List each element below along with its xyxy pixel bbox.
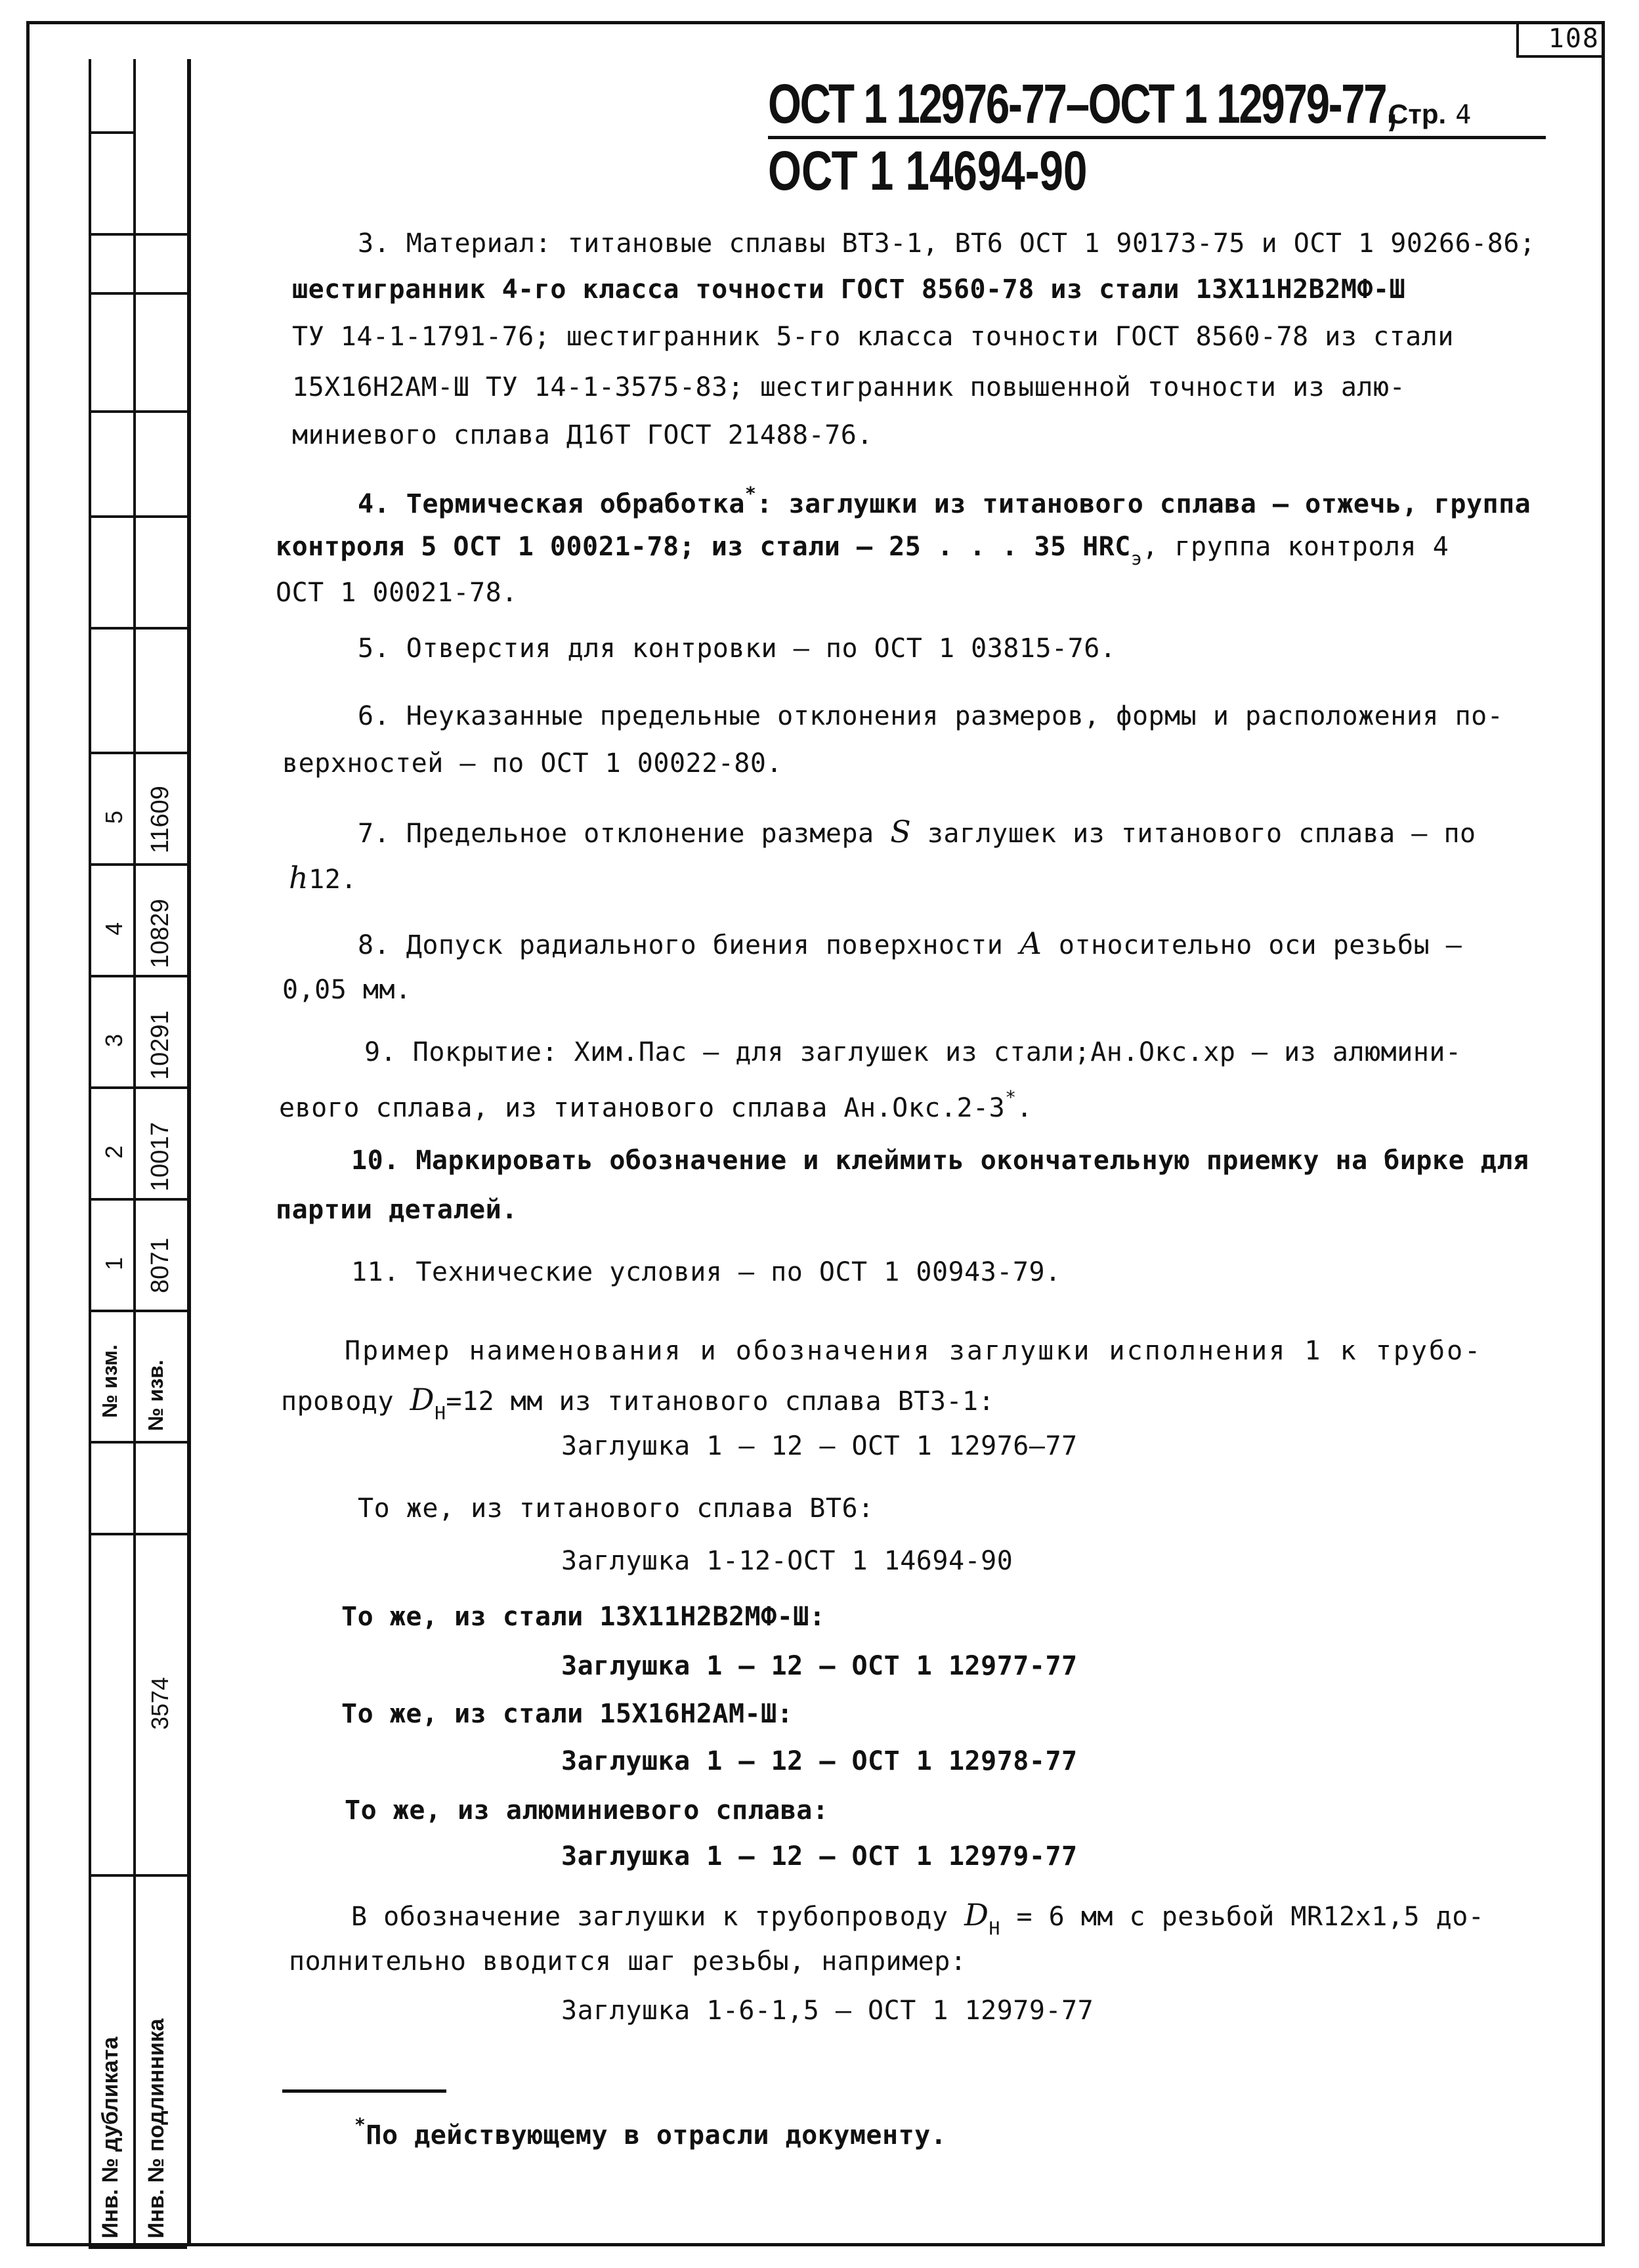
item-4-line3: ОСТ 1 00021-78. [276, 578, 518, 608]
item-4-footnote-mark: * [744, 482, 757, 504]
inv-dublikat-label: Инв. № дубликата [98, 2036, 123, 2238]
izm-label: № изм. [98, 1344, 121, 1418]
item-8-line1b: относительно оси резьбы – [1058, 930, 1462, 960]
footnote-rule [282, 2089, 446, 2093]
example-text-3: То же, из стали 13Х11Н2В2МФ-Ш: [341, 1602, 826, 1632]
item-9-line2 [279, 1086, 1032, 1123]
podlinnik-number: 3574 [146, 1677, 173, 1730]
strip-border-left [89, 59, 91, 2246]
item-7-line1b: заглушек из титанового сплава – по [927, 819, 1476, 849]
item-7-line1 [358, 814, 1476, 849]
strip-line [89, 863, 187, 866]
example-text-2: То же, из титанового сплава ВТ6: [358, 1493, 874, 1524]
side-strip [89, 59, 187, 2246]
strip-line [89, 515, 187, 518]
strip-divider [133, 59, 136, 2246]
footnote-mark: * [354, 2114, 366, 2135]
item-4-hrc-sub: э [1130, 547, 1143, 569]
strip-line [89, 233, 187, 236]
strip-line [89, 1086, 187, 1089]
izv-label: № изв. [144, 1359, 167, 1431]
izv-4: 10829 [146, 899, 174, 968]
item-9-line1: 9. Покрытие: Хим.Пас – для заглушек из стали;Ан.Окс.хр – из алюмини- [364, 1037, 1462, 1067]
item-4-line1 [358, 482, 1531, 519]
item-10-line1: 10. Маркировать обозначение и клеймить окончательную приемку на бирке для [351, 1145, 1529, 1176]
izv-3: 10291 [146, 1010, 174, 1080]
strip-line [89, 410, 187, 413]
example-l2a: проводу [281, 1386, 394, 1417]
item-7-line2 [289, 860, 357, 895]
example-text-6-line2: полнительно вводится шаг резьбы, например: [289, 1946, 967, 1977]
example-designation-2: Заглушка 1-12-ОСТ 1 14694-90 [561, 1546, 1013, 1576]
strip-line [89, 131, 133, 134]
item-4-line2 [276, 532, 1449, 569]
footnote-text: По действующему в отрасли документу. [366, 2120, 947, 2150]
item-4-line2b: , группа контроля 4 [1142, 532, 1449, 562]
example-l2b: =12 мм из титанового сплава ВТ3-1: [446, 1386, 995, 1417]
strip-line [89, 1310, 187, 1312]
item-10-line2: партии деталей. [276, 1195, 518, 1225]
example-designation-3: Заглушка 1 – 12 – ОСТ 1 12977-77 [561, 1651, 1078, 1681]
izm-5: 5 [100, 810, 127, 824]
item-7-h-symbol: h [289, 860, 309, 895]
page-label-text: Стр. [1388, 98, 1447, 129]
item-8-line1 [358, 926, 1462, 961]
item-9-line2-text: евого сплава, из титанового сплава Ан.Окс.2-3 [279, 1093, 1006, 1123]
item-6-line2: верхностей – по ОСТ 1 00022-80. [282, 748, 783, 779]
item-3-line4: 15Х16Н2АМ-Ш ТУ 14-1-3575-83; шестигранник повышенной точности из алю- [292, 372, 1406, 402]
strip-line [89, 752, 187, 754]
example-designation-6: Заглушка 1-6-1,5 – ОСТ 1 12979-77 [561, 1996, 1094, 2026]
doc-title-line1: ОСТ 1 12976-77–ОСТ 1 12979-77, [768, 73, 1397, 135]
item-3-line3: ТУ 14-1-1791-76; шестигранник 5-го класса точности ГОСТ 8560-78 из стали [292, 322, 1454, 352]
example-designation-4: Заглушка 1 – 12 – ОСТ 1 12978-77 [561, 1746, 1078, 1776]
item-7-line1a: 7. Предельное отклонение размера [358, 819, 874, 849]
izm-2: 2 [100, 1145, 127, 1159]
item-11: 11. Технические условия – по ОСТ 1 00943-79. [351, 1257, 1061, 1287]
strip-line [89, 627, 187, 630]
inv-podlinnik-label: Инв. № подлинника [144, 2019, 169, 2238]
item-3-line5: миниевого сплава Д16Т ГОСТ 21488-76. [292, 420, 873, 450]
footnote [354, 2114, 947, 2150]
strip-line [89, 1441, 187, 1444]
example-text-4: То же, из стали 15Х16Н2АМ-Ш: [341, 1699, 794, 1729]
item-4-line2a: контроля 5 ОСТ 1 00021-78; из стали – 25 . . . 35 HRC [276, 532, 1131, 562]
page-number: 108 [1548, 24, 1600, 54]
strip-line [89, 2246, 187, 2249]
example-t6a: В обозначение заглушки к трубопроводу [351, 1902, 948, 1932]
item-4-title: 4. Термическая обработка [358, 489, 745, 519]
izv-1: 8071 [146, 1237, 174, 1293]
izm-1: 1 [100, 1256, 127, 1270]
izv-2: 10017 [146, 1122, 174, 1191]
example-designation-5: Заглушка 1 – 12 – ОСТ 1 12979-77 [561, 1841, 1078, 1872]
item-8-line1a: 8. Допуск радиального биения поверхности [358, 930, 1004, 960]
item-8-a-symbol: А [1019, 926, 1043, 961]
item-4-text: : заглушки из титанового сплава – отжечь, группа [756, 489, 1531, 519]
strip-line [89, 975, 187, 977]
item-5: 5. Отверстия для контровки – по ОСТ 1 03815-76. [358, 633, 1117, 664]
item-3-line2: шестигранник 4-го класса точности ГОСТ 8560-78 из стали 13Х11Н2В2МФ-Ш [292, 274, 1406, 305]
izv-5: 11609 [146, 786, 174, 853]
example-t6-dn-sub: Н [989, 1917, 1000, 1939]
item-9-end: . [1016, 1093, 1033, 1123]
item-7-s-symbol: S [890, 814, 912, 849]
page-label [1388, 98, 1471, 130]
example-text-6-line1 [351, 1897, 1484, 1939]
item-6-line1: 6. Неуказанные предельные отклонения размеров, формы и расположения по- [358, 701, 1504, 731]
item-7-tolerance: 12. [309, 865, 357, 895]
strip-line [89, 1874, 187, 1877]
item-3-line1: 3. Материал: титановые сплавы ВТ3-1, ВТ6 ОСТ 1 90173-75 и ОСТ 1 90266-86; [358, 228, 1536, 259]
strip-line [89, 1533, 187, 1535]
izm-4: 4 [100, 922, 127, 935]
item-9-footnote-mark: * [1005, 1086, 1017, 1108]
doc-title-line2: ОСТ 1 14694-90 [768, 140, 1088, 202]
example-intro-line1: Пример наименования и обозначения заглушки исполнения 1 к трубо- [345, 1336, 1483, 1366]
example-t6b: = 6 мм с резьбой MR12x1,5 до- [1016, 1902, 1485, 1932]
example-text-5: То же, из алюминиевого сплава: [345, 1795, 829, 1826]
izm-3: 3 [100, 1033, 127, 1047]
page-label-number: 4 [1455, 100, 1472, 130]
example-t6-dn-symbol: D [964, 1897, 989, 1933]
strip-line [89, 292, 187, 295]
example-designation-1: Заглушка 1 – 12 – ОСТ 1 12976–77 [561, 1431, 1078, 1461]
example-dn-symbol: D [410, 1382, 435, 1417]
example-dn-sub: Н [435, 1402, 446, 1424]
strip-line [89, 1198, 187, 1201]
example-intro-line2 [281, 1382, 994, 1424]
item-8-line2: 0,05 мм. [282, 975, 412, 1005]
